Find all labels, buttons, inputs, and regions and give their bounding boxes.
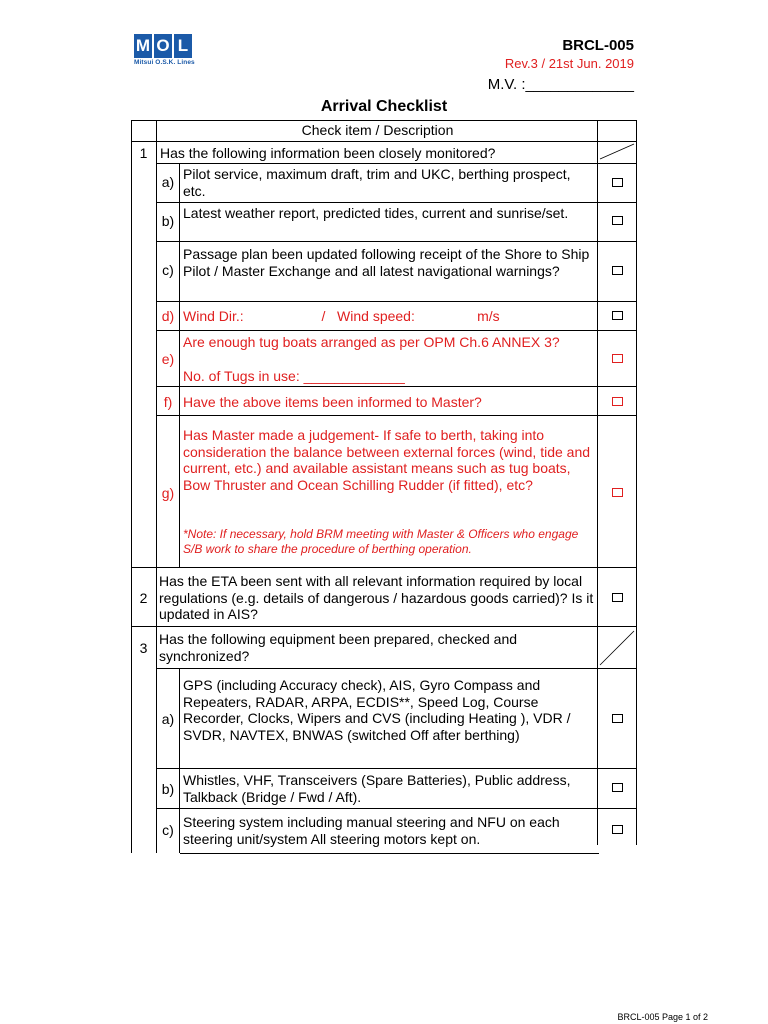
item-letter: g) bbox=[161, 485, 175, 501]
not-applicable-slash bbox=[598, 629, 636, 667]
row-line bbox=[156, 241, 637, 242]
row-line bbox=[156, 330, 637, 331]
item-text: Has the following equipment been prepared, checked and synchronized? bbox=[159, 631, 518, 664]
item-text: Steering system including manual steering and NFU on each steering unit/system All steering motors kept on. bbox=[183, 814, 560, 847]
checkbox[interactable] bbox=[612, 488, 623, 497]
logo-mark bbox=[134, 34, 198, 58]
item-letter: a) bbox=[161, 174, 175, 190]
item-letter: e) bbox=[161, 351, 175, 367]
row-line bbox=[156, 668, 637, 669]
row-line bbox=[156, 415, 637, 416]
checkbox[interactable] bbox=[612, 783, 623, 792]
logo-letter-l: L bbox=[174, 34, 192, 58]
checkbox[interactable] bbox=[612, 593, 623, 602]
item-text: Latest weather report, predicted tides, current and sunrise/set. bbox=[183, 205, 569, 221]
item-letter: f) bbox=[163, 394, 173, 410]
checkbox[interactable] bbox=[612, 311, 623, 320]
col-divider-letter bbox=[179, 668, 180, 853]
item-text: Whistles, VHF, Transceivers (Spare Batteries), Public address, Talkback (Bridge / Fwd / Aft). bbox=[183, 772, 571, 805]
col-divider-letter bbox=[179, 163, 180, 567]
item-letter: a) bbox=[161, 711, 175, 727]
row-line bbox=[180, 853, 599, 854]
row-line bbox=[131, 120, 637, 121]
row-line bbox=[156, 808, 637, 809]
item-number: 2 bbox=[139, 590, 148, 606]
revision-date: Rev.3 / 21st Jun. 2019 bbox=[504, 56, 634, 71]
item-number: 1 bbox=[139, 145, 148, 161]
row-line bbox=[156, 163, 637, 164]
item-letter: c) bbox=[162, 822, 174, 838]
checkbox[interactable] bbox=[612, 825, 623, 834]
checkbox[interactable] bbox=[612, 216, 623, 225]
row-line bbox=[156, 768, 637, 769]
page-title: Arrival Checklist bbox=[320, 98, 448, 115]
checkbox[interactable] bbox=[612, 397, 623, 406]
item-letter: b) bbox=[161, 213, 175, 229]
table-right-border bbox=[636, 120, 637, 845]
item-letter: c) bbox=[162, 262, 174, 278]
tugs-in-use-field[interactable]: No. of Tugs in use: _____________ bbox=[183, 368, 405, 384]
item-text: Passage plan been updated following receipt of the Shore to Ship Pilot / Master Exchange and all latest navigational warnings? bbox=[183, 246, 590, 279]
checkbox[interactable] bbox=[612, 354, 623, 363]
row-line bbox=[156, 386, 637, 387]
item-text: Wind Dir.: / Wind speed: m/s bbox=[183, 308, 500, 324]
mol-logo bbox=[134, 34, 198, 72]
logo-letter-m: M bbox=[134, 34, 152, 58]
row-line bbox=[131, 567, 637, 568]
item-text: Pilot service, maximum draft, trim and UKC, berthing prospect, etc. bbox=[183, 166, 571, 199]
checkbox[interactable] bbox=[612, 266, 623, 275]
checkbox[interactable] bbox=[612, 714, 623, 723]
table-left-border bbox=[131, 120, 132, 853]
logo-subtitle: Mitsui O.S.K. Lines bbox=[134, 59, 195, 66]
item-number: 3 bbox=[139, 640, 148, 656]
vessel-name-field[interactable]: M.V. :_____________ bbox=[487, 76, 634, 93]
page-footer: BRCL-005 Page 1 of 2 bbox=[617, 1012, 708, 1022]
not-applicable-slash bbox=[598, 142, 636, 161]
item-note: *Note: If necessary, hold BRM meeting with Master & Officers who engage S/B work to share the procedure of berthing operation. bbox=[183, 527, 579, 556]
row-line bbox=[131, 626, 637, 627]
item-text: Has the following information been closely monitored? bbox=[160, 145, 496, 161]
item-letter: d) bbox=[161, 308, 175, 324]
item-text: Are enough tug boats arranged as per OPM Ch.6 ANNEX 3? bbox=[183, 334, 560, 350]
row-line bbox=[156, 202, 637, 203]
item-text: Has the ETA been sent with all relevant information required by local regulations (e.g. details of dangerous / hazardous goods carried)? Is it updated in AIS? bbox=[159, 573, 594, 622]
item-text: Have the above items been informed to Master? bbox=[183, 394, 482, 410]
checkbox[interactable] bbox=[612, 178, 623, 187]
item-text: Has Master made a judgement- If safe to berth, taking into consideration the balance between external forces (wind, tide and current, etc.) and available assistant means such as tug boats, Bow Thruster and Ocean Schilling Rudder (if fitted), etc? bbox=[183, 427, 591, 493]
table-header: Check item / Description bbox=[301, 122, 454, 138]
row-line bbox=[131, 141, 637, 142]
logo-letter-o: O bbox=[154, 34, 172, 58]
document-code: BRCL-005 bbox=[562, 37, 634, 54]
item-letter: b) bbox=[161, 781, 175, 797]
item-text: GPS (including Accuracy check), AIS, Gyro Compass and Repeaters, RADAR, ARPA, ECDIS**, Speed Log, Course Recorder, Clocks, Wipers and CVS (including Heating ), VDR / SVDR, NAVTEX, BNWAS (switched Off after berthing) bbox=[183, 677, 571, 743]
row-line bbox=[156, 301, 637, 302]
